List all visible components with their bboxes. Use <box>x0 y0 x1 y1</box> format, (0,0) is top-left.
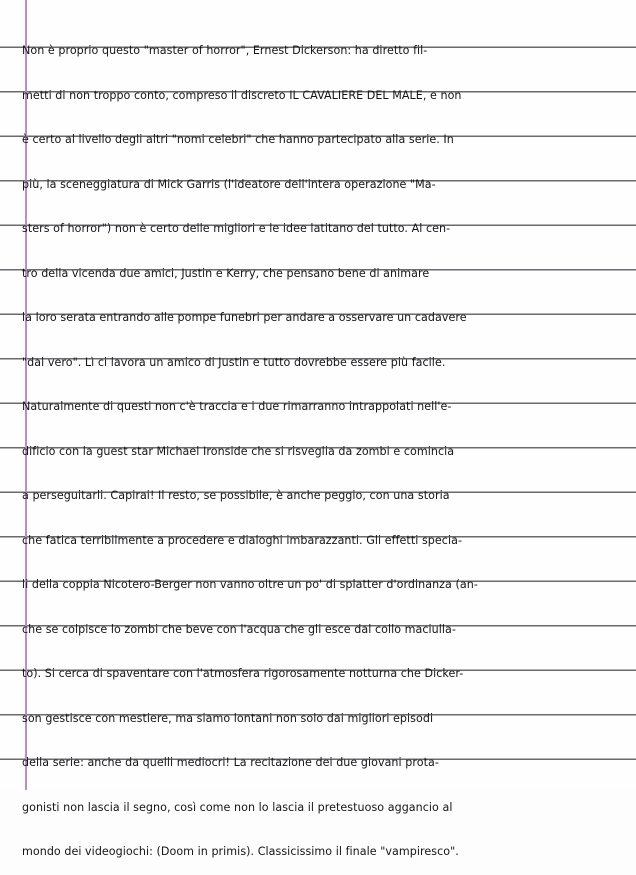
text-line: della serie: anche da quelli mediocri! La recitazione dei due giovani prota- <box>22 756 439 769</box>
handwritten-text <box>22 29 634 875</box>
text-line: son gestisce con mestiere, ma siamo lontani non solo dai migliori episodi <box>22 711 434 725</box>
text-line: mondo dei videogiochi: (Doom in primis). Classicissimo il finale "vampiresco". <box>22 845 459 858</box>
text-line: to). Si cerca di spaventare con l'atmosfera rigorosamente notturna che Dicker- <box>22 667 464 680</box>
text-line: li della coppia Nicotero-Berger non vanno oltre un po' di splatter d'ordinanza (an- <box>22 578 478 591</box>
text-line: è certo al livello degli altri "nomi celebri" che hanno partecipato alla serie. In <box>22 133 454 146</box>
text-line: metti di non troppo conto, compreso il discreto IL CAVALIERE DEL MALE, e non <box>22 88 462 102</box>
text-line: "dal vero". Lì ci lavora un amico di Justin e tutto dovrebbe essere più facile. <box>22 355 446 369</box>
text-line: Non è proprio questo "master of horror", Ernest Dickerson: ha diretto fil- <box>22 44 428 57</box>
text-line: Naturalmente di questi non c'è traccia e i due rimarranno intrappolati nell'e- <box>22 400 452 413</box>
text-line: che fatica terribilmente a procedere e dialoghi imbarazzanti. Gli effetti specia- <box>22 533 463 547</box>
text-line: sters of horror") non è certo delle migliori e le idee latitano del tutto. Al cen- <box>22 222 451 235</box>
text-line: tro della vicenda due amici, Justin e Kerry, che pensano bene di animare <box>22 266 430 280</box>
text-line: la loro serata entrando alle pompe funebri per andare a osservare un cadavere <box>22 311 467 324</box>
text-line: che se colpisce lo zombi che beve con l'acqua che gli esce dal collo maciulla- <box>22 622 456 636</box>
text-line: dificio con la guest star Michael Ironside che si risveglia da zombi e comincia <box>22 444 455 458</box>
text-line: più, la sceneggiatura di Mick Garris (l'ideatore dell'intera operazione "Ma- <box>22 177 436 191</box>
text-line: a perseguitarli. Capirai! Il resto, se possibile, è anche peggio, con una storia <box>22 489 450 502</box>
text-line: gonisti non lascia il segno, così come non lo lascia il pretestuoso aggancio al <box>22 800 453 814</box>
